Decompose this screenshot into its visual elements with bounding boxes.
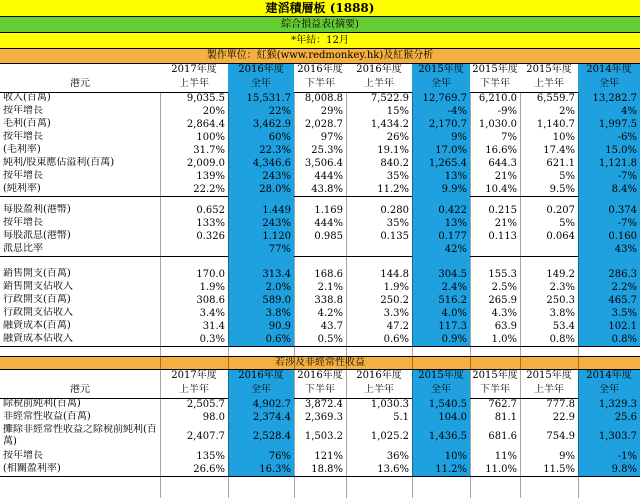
section3-cell-0-6: 149.2 bbox=[546, 269, 575, 280]
spacer-cell bbox=[578, 196, 640, 204]
section1-cell-4-4: 17.0% bbox=[412, 144, 470, 157]
section3-cell-0-7: 286.3 bbox=[578, 268, 640, 281]
bottom-period-0: 上半年 bbox=[179, 384, 209, 395]
row-divider bbox=[0, 256, 640, 257]
section4-label-0: 除稅前純利(百萬) bbox=[3, 398, 81, 409]
section2-cell-1-3: 35% bbox=[386, 218, 409, 229]
section3-cell-2-1: 589.0 bbox=[228, 294, 294, 307]
section1-cell-0-3: 7,522.9 bbox=[370, 93, 409, 104]
section4-cell-1-4: 104.0 bbox=[412, 411, 470, 424]
bottom-year-0: 2017年度 bbox=[171, 370, 217, 381]
section1-cell-1-0: 20% bbox=[202, 106, 225, 117]
section4-cell-4-5: 11.0% bbox=[485, 464, 517, 475]
section4-cell-1-5: 81.1 bbox=[494, 412, 517, 423]
section1-cell-1-1: 22% bbox=[228, 105, 294, 118]
section2-cell-3-7: 43% bbox=[578, 243, 640, 256]
bottom-year-3: 2016年度 bbox=[356, 370, 402, 381]
top-year-6: 2015年度 bbox=[526, 64, 572, 75]
section2-label-1: 按年增長 bbox=[3, 217, 43, 228]
section4-cell-0-6: 777.8 bbox=[546, 399, 575, 410]
section3-cell-3-2: 4.2% bbox=[317, 308, 343, 319]
section3-cell-5-0: 0.3% bbox=[199, 334, 225, 345]
section1-cell-6-7: -7% bbox=[578, 170, 640, 183]
section4-cell-1-6: 22.9 bbox=[552, 412, 575, 423]
section4-cell-0-2: 3,872.4 bbox=[304, 399, 343, 410]
section4-cell-0-4: 1,540.5 bbox=[412, 398, 470, 411]
section1-label-4: (毛利率) bbox=[3, 144, 41, 155]
top-year-2: 2016年度 bbox=[297, 64, 343, 75]
section1-cell-5-1: 4,346.6 bbox=[228, 157, 294, 170]
section1-cell-6-6: 5% bbox=[559, 171, 575, 182]
section1-cell-5-7: 1,121.8 bbox=[578, 157, 640, 170]
section1-label-5: 純利/股東應佔溢利(百萬) bbox=[3, 157, 115, 168]
section3-cell-3-0: 3.4% bbox=[199, 308, 225, 319]
producer-credit: 製作單位：紅猴(www.redmonkey.hk)及紅猴分析 bbox=[0, 49, 640, 64]
section1-cell-4-1: 22.3% bbox=[228, 144, 294, 157]
section4-cell-3-0: 135% bbox=[196, 451, 225, 462]
section3-cell-2-5: 265.9 bbox=[488, 295, 517, 306]
section1-cell-0-4: 12,769.7 bbox=[412, 92, 470, 105]
section3-cell-5-5: 1.0% bbox=[491, 334, 517, 345]
section3-cell-0-1: 313.4 bbox=[228, 268, 294, 281]
section4-label-2: 攤除非經常性收益之除稅前純利(百萬) bbox=[3, 424, 157, 447]
section3-label-1: 銷售開支佔收入 bbox=[3, 281, 73, 292]
section1-cell-7-7: 8.4% bbox=[578, 183, 640, 196]
section3-label-4: 融資成本(百萬) bbox=[3, 320, 71, 331]
section1-label-7: (純利率) bbox=[3, 183, 41, 194]
section2-label-3: 派息比率 bbox=[3, 243, 43, 254]
section3-cell-1-7: 2.2% bbox=[578, 281, 640, 294]
section1-cell-2-5: 1,030.0 bbox=[478, 119, 517, 130]
section2-cell-3-3 bbox=[346, 243, 412, 256]
section4-cell-1-0: 98.0 bbox=[202, 412, 225, 423]
section3-cell-4-5: 63.9 bbox=[494, 321, 517, 332]
section1-cell-3-0: 100% bbox=[196, 132, 225, 143]
section4-cell-0-1: 4,902.7 bbox=[228, 398, 294, 411]
section3-label-3: 行政開支佔收入 bbox=[3, 307, 73, 318]
section1-cell-2-4: 2,170.7 bbox=[412, 118, 470, 131]
bottom-year-6: 2015年度 bbox=[526, 370, 572, 381]
section3-label-0: 銷售開支(百萬) bbox=[3, 268, 71, 279]
section3-cell-5-3: 0.6% bbox=[383, 334, 409, 345]
section4-cell-0-0: 2,505.7 bbox=[186, 399, 225, 410]
section3-cell-2-7: 465.7 bbox=[578, 294, 640, 307]
section2-cell-1-7: -7% bbox=[578, 217, 640, 230]
section3-cell-2-2: 338.8 bbox=[314, 295, 343, 306]
row-divider bbox=[0, 196, 640, 197]
section2-cell-1-4: 13% bbox=[412, 217, 470, 230]
section1-cell-0-6: 6,559.7 bbox=[536, 93, 575, 104]
section4-cell-2-7: 1,303.7 bbox=[578, 424, 640, 450]
section4-cell-2-4: 1,436.5 bbox=[412, 424, 470, 450]
section4-title: 若涉及非經常性收益 bbox=[0, 356, 640, 370]
bottom-period-5: 下半年 bbox=[480, 384, 510, 395]
section2-cell-3-0 bbox=[160, 243, 228, 256]
section1-label-0: 收入(百萬) bbox=[3, 92, 51, 103]
section1-cell-0-2: 8,008.8 bbox=[304, 93, 343, 104]
section2-cell-2-1: 1.120 bbox=[228, 230, 294, 243]
spacer-cell bbox=[228, 196, 294, 204]
section3-cell-1-5: 2.5% bbox=[491, 282, 517, 293]
column-divider bbox=[160, 92, 161, 498]
section2-cell-1-0: 133% bbox=[196, 218, 225, 229]
section1-label-2: 毛利(百萬) bbox=[3, 118, 51, 129]
section1-cell-5-6: 621.1 bbox=[546, 158, 575, 169]
section1-cell-3-5: 7% bbox=[501, 132, 517, 143]
section1-cell-7-4: 9.9% bbox=[412, 183, 470, 196]
section1-cell-2-0: 2,864.4 bbox=[186, 119, 225, 130]
subtitle: 綜合損益表(摘要) bbox=[0, 17, 640, 33]
section1-cell-1-4: -4% bbox=[412, 105, 470, 118]
section3-cell-3-3: 3.3% bbox=[383, 308, 409, 319]
section2-cell-3-2 bbox=[294, 243, 346, 256]
spacer-cell bbox=[578, 256, 640, 268]
section1-cell-3-1: 60% bbox=[228, 131, 294, 144]
section1-cell-7-3: 11.2% bbox=[377, 184, 409, 195]
section1-cell-4-0: 31.7% bbox=[193, 145, 225, 156]
section4-cell-3-2: 121% bbox=[314, 451, 343, 462]
section2-cell-2-0: 0.326 bbox=[196, 231, 225, 242]
section3-cell-5-7: 0.8% bbox=[578, 333, 640, 346]
column-divider bbox=[412, 92, 413, 498]
section4-cell-2-0: 2,407.7 bbox=[186, 431, 225, 442]
section1-cell-3-4: 9% bbox=[412, 131, 470, 144]
section4-cell-4-1: 16.3% bbox=[228, 463, 294, 476]
section1-cell-2-2: 2,028.7 bbox=[304, 119, 343, 130]
section4-cell-2-6: 754.9 bbox=[546, 431, 575, 442]
bottom-period-6: 上半年 bbox=[534, 384, 564, 395]
section3-cell-1-6: 2.3% bbox=[549, 282, 575, 293]
section4-cell-4-4: 11.2% bbox=[412, 463, 470, 476]
section4-cell-1-7: 25.6 bbox=[578, 411, 640, 424]
section4-cell-4-2: 18.8% bbox=[311, 464, 343, 475]
section1-label-1: 按年增長 bbox=[3, 105, 43, 116]
section1-cell-3-6: 10% bbox=[552, 132, 575, 143]
section3-cell-4-0: 31.4 bbox=[202, 321, 225, 332]
section1-cell-6-5: 21% bbox=[494, 171, 517, 182]
section1-cell-5-2: 3,506.4 bbox=[304, 158, 343, 169]
bottom-year-7: 2014年度 bbox=[578, 370, 640, 384]
section4-cell-4-6: 11.5% bbox=[543, 464, 575, 475]
bottom-period-3: 上半年 bbox=[364, 384, 394, 395]
section1-cell-5-5: 644.3 bbox=[488, 158, 517, 169]
top-year-7: 2014年度 bbox=[578, 64, 640, 78]
section1-cell-4-6: 17.4% bbox=[543, 145, 575, 156]
column-divider bbox=[578, 92, 579, 498]
section2-cell-3-6 bbox=[520, 243, 578, 256]
section2-cell-3-5 bbox=[470, 243, 520, 256]
section1-label-6: 按年增長 bbox=[3, 170, 43, 181]
page-title: 建滔積層板 (1888) bbox=[0, 0, 640, 17]
section1-label-3: 按年增長 bbox=[3, 131, 43, 142]
section1-cell-6-2: 444% bbox=[314, 171, 343, 182]
section1-cell-3-3: 26% bbox=[386, 132, 409, 143]
section1-cell-6-0: 139% bbox=[196, 171, 225, 182]
row-divider bbox=[0, 476, 640, 477]
section2-cell-3-1: 77% bbox=[228, 243, 294, 256]
section3-cell-0-4: 304.5 bbox=[412, 268, 470, 281]
section2-cell-1-5: 21% bbox=[494, 218, 517, 229]
column-divider bbox=[228, 92, 229, 498]
section2-cell-1-6: 5% bbox=[559, 218, 575, 229]
section1-cell-3-7: -6% bbox=[578, 131, 640, 144]
section3-cell-4-4: 117.3 bbox=[412, 320, 470, 333]
section4-label-3: 按年增長 bbox=[3, 450, 43, 461]
section1-cell-4-5: 16.6% bbox=[485, 145, 517, 156]
column-divider bbox=[346, 92, 347, 498]
bottom-year-4: 2015年度 bbox=[412, 370, 470, 384]
section4-cell-3-7: -1% bbox=[578, 450, 640, 463]
spacer-cell bbox=[228, 256, 294, 268]
section1-cell-2-6: 1,140.7 bbox=[536, 119, 575, 130]
top-period-3: 上半年 bbox=[364, 78, 394, 89]
section1-cell-7-2: 43.8% bbox=[311, 184, 343, 195]
section4-cell-3-1: 76% bbox=[228, 450, 294, 463]
section3-cell-0-0: 170.0 bbox=[196, 269, 225, 280]
section2-cell-1-2: 444% bbox=[314, 218, 343, 229]
section1-cell-0-1: 15,531.7 bbox=[228, 92, 294, 105]
section2-cell-2-4: 0.177 bbox=[412, 230, 470, 243]
bottom-period-2: 下半年 bbox=[305, 384, 335, 395]
section2-label-2: 每股派息(港幣) bbox=[3, 230, 71, 241]
section1-cell-4-7: 15.0% bbox=[578, 144, 640, 157]
section1-cell-5-4: 1,265.4 bbox=[412, 157, 470, 170]
top-period-6: 上半年 bbox=[534, 78, 564, 89]
top-year-1: 2016年度 bbox=[228, 64, 294, 78]
section3-cell-3-7: 3.5% bbox=[578, 307, 640, 320]
section3-cell-3-4: 4.0% bbox=[412, 307, 470, 320]
top-period-7: 全年 bbox=[578, 78, 640, 92]
section3-cell-0-2: 168.6 bbox=[314, 269, 343, 280]
top-period-0: 上半年 bbox=[179, 78, 209, 89]
section4-cell-3-5: 11% bbox=[494, 451, 517, 462]
section1-cell-6-4: 13% bbox=[412, 170, 470, 183]
section4-cell-2-2: 1,503.2 bbox=[304, 431, 343, 442]
spacer-cell bbox=[412, 256, 470, 268]
section1-cell-0-0: 9,035.5 bbox=[186, 93, 225, 104]
section3-cell-4-2: 43.7 bbox=[320, 321, 343, 332]
section1-cell-4-3: 19.1% bbox=[377, 145, 409, 156]
section4-cell-3-6: 9% bbox=[559, 451, 575, 462]
spacer-cell bbox=[412, 196, 470, 204]
top-year-5: 2015年度 bbox=[472, 64, 518, 75]
section2-cell-0-1: 1.449 bbox=[228, 204, 294, 217]
section2-cell-0-7: 0.374 bbox=[578, 204, 640, 217]
bottom-year-2: 2016年度 bbox=[297, 370, 343, 381]
section2-cell-0-2: 1.169 bbox=[314, 205, 343, 216]
section3-cell-5-2: 0.5% bbox=[317, 334, 343, 345]
section4-cell-4-0: 26.6% bbox=[193, 464, 225, 475]
section4-label-4: (相關盈利率) bbox=[3, 463, 61, 474]
section3-cell-1-4: 2.4% bbox=[412, 281, 470, 294]
section3-cell-5-1: 0.6% bbox=[228, 333, 294, 346]
section3-cell-3-5: 4.3% bbox=[491, 308, 517, 319]
row-divider bbox=[0, 346, 640, 347]
top-year-4: 2015年度 bbox=[412, 64, 470, 78]
section1-cell-2-7: 1,997.5 bbox=[578, 118, 640, 131]
section3-cell-0-5: 155.3 bbox=[488, 269, 517, 280]
top-period-1: 全年 bbox=[228, 78, 294, 92]
section1-cell-0-7: 13,282.7 bbox=[578, 92, 640, 105]
section3-cell-2-3: 250.2 bbox=[380, 295, 409, 306]
section4-cell-0-7: 1,329.3 bbox=[578, 398, 640, 411]
section3-cell-2-4: 516.2 bbox=[412, 294, 470, 307]
section4-cell-0-5: 762.7 bbox=[488, 399, 517, 410]
top-period-4: 全年 bbox=[412, 78, 470, 92]
column-divider bbox=[520, 92, 521, 498]
section1-cell-2-1: 3,462.9 bbox=[228, 118, 294, 131]
section1-cell-5-0: 2,009.0 bbox=[186, 158, 225, 169]
section1-cell-4-2: 25.3% bbox=[311, 145, 343, 156]
column-divider bbox=[294, 92, 295, 498]
section4-cell-3-3: 36% bbox=[386, 451, 409, 462]
section2-cell-2-2: 0.985 bbox=[314, 231, 343, 242]
section3-cell-3-6: 3.8% bbox=[549, 308, 575, 319]
section1-cell-3-2: 97% bbox=[320, 132, 343, 143]
top-year-0: 2017年度 bbox=[171, 64, 217, 75]
section3-cell-4-3: 47.2 bbox=[386, 321, 409, 332]
section1-cell-1-2: 29% bbox=[320, 106, 343, 117]
section1-cell-6-1: 243% bbox=[228, 170, 294, 183]
section4-cell-1-2: 2,369.3 bbox=[304, 412, 343, 423]
bottom-header-label: 港元 bbox=[70, 384, 90, 395]
section3-cell-4-7: 102.1 bbox=[578, 320, 640, 333]
section1-cell-1-3: 15% bbox=[386, 106, 409, 117]
section4-cell-4-3: 13.6% bbox=[377, 464, 409, 475]
section2-cell-2-6: 0.064 bbox=[546, 231, 575, 242]
section1-cell-5-3: 840.2 bbox=[380, 158, 409, 169]
section3-cell-1-0: 1.9% bbox=[199, 282, 225, 293]
section3-cell-4-1: 90.9 bbox=[228, 320, 294, 333]
section3-cell-3-1: 3.8% bbox=[228, 307, 294, 320]
section1-cell-7-0: 22.2% bbox=[193, 184, 225, 195]
section2-cell-0-4: 0.422 bbox=[412, 204, 470, 217]
section3-cell-4-6: 53.4 bbox=[552, 321, 575, 332]
top-period-2: 下半年 bbox=[305, 78, 335, 89]
section3-label-5: 融資成本佔收入 bbox=[3, 333, 73, 344]
top-period-5: 下半年 bbox=[480, 78, 510, 89]
section4-cell-2-3: 1,025.2 bbox=[370, 431, 409, 442]
year-end-note: *年結：12月 bbox=[0, 33, 640, 49]
section3-cell-0-3: 144.8 bbox=[380, 269, 409, 280]
section2-cell-3-4: 42% bbox=[412, 243, 470, 256]
section1-cell-7-6: 9.5% bbox=[549, 184, 575, 195]
bottom-period-4: 全年 bbox=[412, 384, 470, 398]
section4-cell-3-4: 10% bbox=[412, 450, 470, 463]
bottom-year-1: 2016年度 bbox=[228, 370, 294, 384]
section1-cell-7-1: 28.0% bbox=[228, 183, 294, 196]
section2-cell-0-3: 0.280 bbox=[380, 205, 409, 216]
section2-cell-2-3: 0.135 bbox=[380, 231, 409, 242]
section1-cell-2-3: 1,434.2 bbox=[370, 119, 409, 130]
section4-cell-2-5: 681.6 bbox=[488, 431, 517, 442]
section2-cell-0-0: 0.652 bbox=[196, 205, 225, 216]
section1-cell-6-3: 35% bbox=[386, 171, 409, 182]
section3-cell-5-4: 0.9% bbox=[412, 333, 470, 346]
section4-cell-4-7: 9.8% bbox=[578, 463, 640, 476]
bottom-year-5: 2015年度 bbox=[472, 370, 518, 381]
section4-cell-2-1: 2,528.4 bbox=[228, 424, 294, 450]
bottom-period-7: 全年 bbox=[578, 384, 640, 398]
section1-cell-7-5: 10.4% bbox=[485, 184, 517, 195]
section4-cell-1-1: 2,374.4 bbox=[228, 411, 294, 424]
section3-cell-1-3: 1.9% bbox=[383, 282, 409, 293]
section1-cell-1-5: -9% bbox=[497, 106, 517, 117]
section2-cell-2-5: 0.113 bbox=[488, 231, 517, 242]
section1-cell-1-7: 4% bbox=[578, 105, 640, 118]
top-year-3: 2016年度 bbox=[356, 64, 402, 75]
section3-cell-1-2: 2.1% bbox=[317, 282, 343, 293]
section2-cell-0-6: 0.207 bbox=[546, 205, 575, 216]
section3-cell-2-0: 308.6 bbox=[196, 295, 225, 306]
section4-label-1: 非經常性收益(百萬) bbox=[3, 411, 91, 422]
section3-cell-5-6: 0.8% bbox=[549, 334, 575, 345]
section2-cell-0-5: 0.215 bbox=[488, 205, 517, 216]
section3-cell-1-1: 2.0% bbox=[228, 281, 294, 294]
section4-cell-1-3: 5.1 bbox=[393, 412, 409, 423]
section2-cell-2-7: 0.160 bbox=[578, 230, 640, 243]
section1-cell-1-6: 2% bbox=[559, 106, 575, 117]
section2-label-0: 每股盈利(港幣) bbox=[3, 204, 71, 215]
section3-label-2: 行政開支(百萬) bbox=[3, 294, 71, 305]
top-header-label: 港元 bbox=[70, 78, 90, 89]
section2-cell-1-1: 243% bbox=[228, 217, 294, 230]
column-divider bbox=[470, 92, 471, 498]
bottom-period-1: 全年 bbox=[228, 384, 294, 398]
section3-cell-2-6: 250.3 bbox=[546, 295, 575, 306]
section1-cell-0-5: 6,210.0 bbox=[478, 93, 517, 104]
section4-cell-0-3: 1,030.3 bbox=[370, 399, 409, 410]
